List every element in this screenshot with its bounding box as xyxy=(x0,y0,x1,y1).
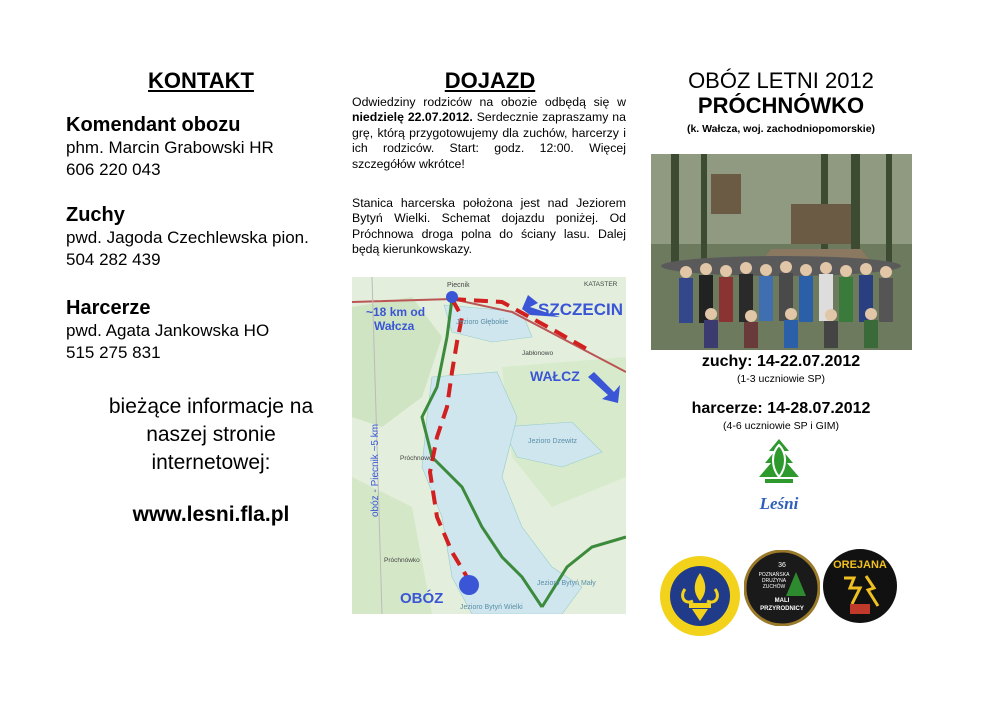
start-marker xyxy=(446,291,458,303)
place-label: Jezioro Bytyń Mały xyxy=(537,580,596,587)
zuchy-dates: zuchy: 14-22.07.2012 xyxy=(701,353,861,370)
walcz-label: WAŁCZ xyxy=(530,368,580,384)
badge-text: OREJANA xyxy=(833,559,887,571)
visit-text-b: Serdecznie zapraszamy na grę, którą przygotowujemy dla zuchów, harcerzy i ich rodziców. Start: godz. 12:00. Więcej szczegółów wkrótce! xyxy=(352,110,626,171)
visit-text-a: Odwiedziny rodziców na obozie odbędą się w xyxy=(352,95,626,109)
camp-title: OBÓZ LETNI 2012 xyxy=(688,68,874,93)
place-label: Próchnowo xyxy=(400,455,433,462)
place-label: Jezioro Dzewitz xyxy=(528,438,578,445)
camp-name: PRÓCHNÓWKO xyxy=(697,93,865,118)
group-photo xyxy=(651,154,912,350)
harcerze-dates: harcerze: 14-28.07.2012 xyxy=(691,400,871,417)
harcerze-age: (4-6 uczniowie SP i GIM) xyxy=(723,420,839,432)
place-label: Piecnik xyxy=(447,282,470,289)
website-link[interactable]: www.lesni.fla.pl xyxy=(132,503,290,526)
place-label: Jabłonowo xyxy=(522,350,554,357)
distance-label: Wałcza xyxy=(374,319,415,333)
harcerze-block xyxy=(66,297,269,364)
place-label: Jezioro Głębokie xyxy=(456,319,509,326)
side-distance-label: obóz - Piecnik ~5 km xyxy=(370,423,381,517)
camp-marker xyxy=(459,575,479,595)
commander-role: Komendant obozu xyxy=(66,114,241,136)
harcerze-role: Harcerze xyxy=(66,297,151,319)
mali-przyrodnicy-badge-icon xyxy=(744,550,820,626)
badge-text: PRZYRODNICY xyxy=(760,606,804,612)
distance-label: ~18 km od xyxy=(366,305,426,319)
zuchy-age: (1-3 uczniowie SP) xyxy=(736,373,826,385)
zuchy-phone: 504 282 439 xyxy=(66,250,161,269)
harcerze-name: pwd. Agata Jankowska HO xyxy=(66,321,270,340)
directions-heading: DOJAZD xyxy=(444,68,536,93)
harcerze-phone: 515 275 831 xyxy=(66,343,161,362)
scout-troop-badge-icon xyxy=(659,555,741,637)
badge-text: 36 xyxy=(778,562,786,569)
info-text xyxy=(66,393,356,477)
zuchy-block xyxy=(66,204,309,271)
directions-map xyxy=(352,277,626,614)
commander-phone: 606 220 043 xyxy=(66,160,161,179)
lesni-logo-icon xyxy=(747,437,811,517)
location-paragraph: Stanica harcerska położona jest nad Jeziorem Bytyń Wielki. Schemat dojazdu poniżej. Od Próchnowa droga polna do ściany lasu. Dalej będą kierunkowskazy. xyxy=(352,196,626,257)
camp-label: OBÓZ xyxy=(400,590,444,607)
camp-location: (k. Wałcza, woj. zachodniopomorskie) xyxy=(686,123,876,135)
szczecin-label: SZCZECIN xyxy=(538,300,623,319)
zuchy-name: pwd. Jagoda Czechlewska pion. xyxy=(66,228,309,247)
place-label: Próchnówko xyxy=(384,557,420,564)
visit-paragraph xyxy=(352,95,626,172)
badge-text: MALI xyxy=(774,598,790,604)
visit-date: niedzielę 22.07.2012. xyxy=(352,110,473,125)
contact-heading: KONTAKT xyxy=(148,68,254,93)
commander-name: phm. Marcin Grabowski HR xyxy=(66,138,274,157)
commander-block xyxy=(66,114,274,181)
badge-text: DRUŻYNA xyxy=(761,578,787,584)
info-line: internetowej: xyxy=(151,451,271,474)
info-line: naszej stronie xyxy=(146,423,276,446)
lesni-logo-text: Leśni xyxy=(759,494,799,513)
info-line: bieżące informacje na xyxy=(108,395,314,418)
orejana-badge-icon xyxy=(822,548,898,624)
zuchy-role: Zuchy xyxy=(66,204,125,226)
place-label: Jezioro Bytyń Wielki xyxy=(460,604,523,611)
place-label: KATASTER xyxy=(584,281,618,288)
badge-text: ZUCHÓW xyxy=(762,584,786,590)
badge-text: POZNAŃSKA xyxy=(758,572,790,578)
